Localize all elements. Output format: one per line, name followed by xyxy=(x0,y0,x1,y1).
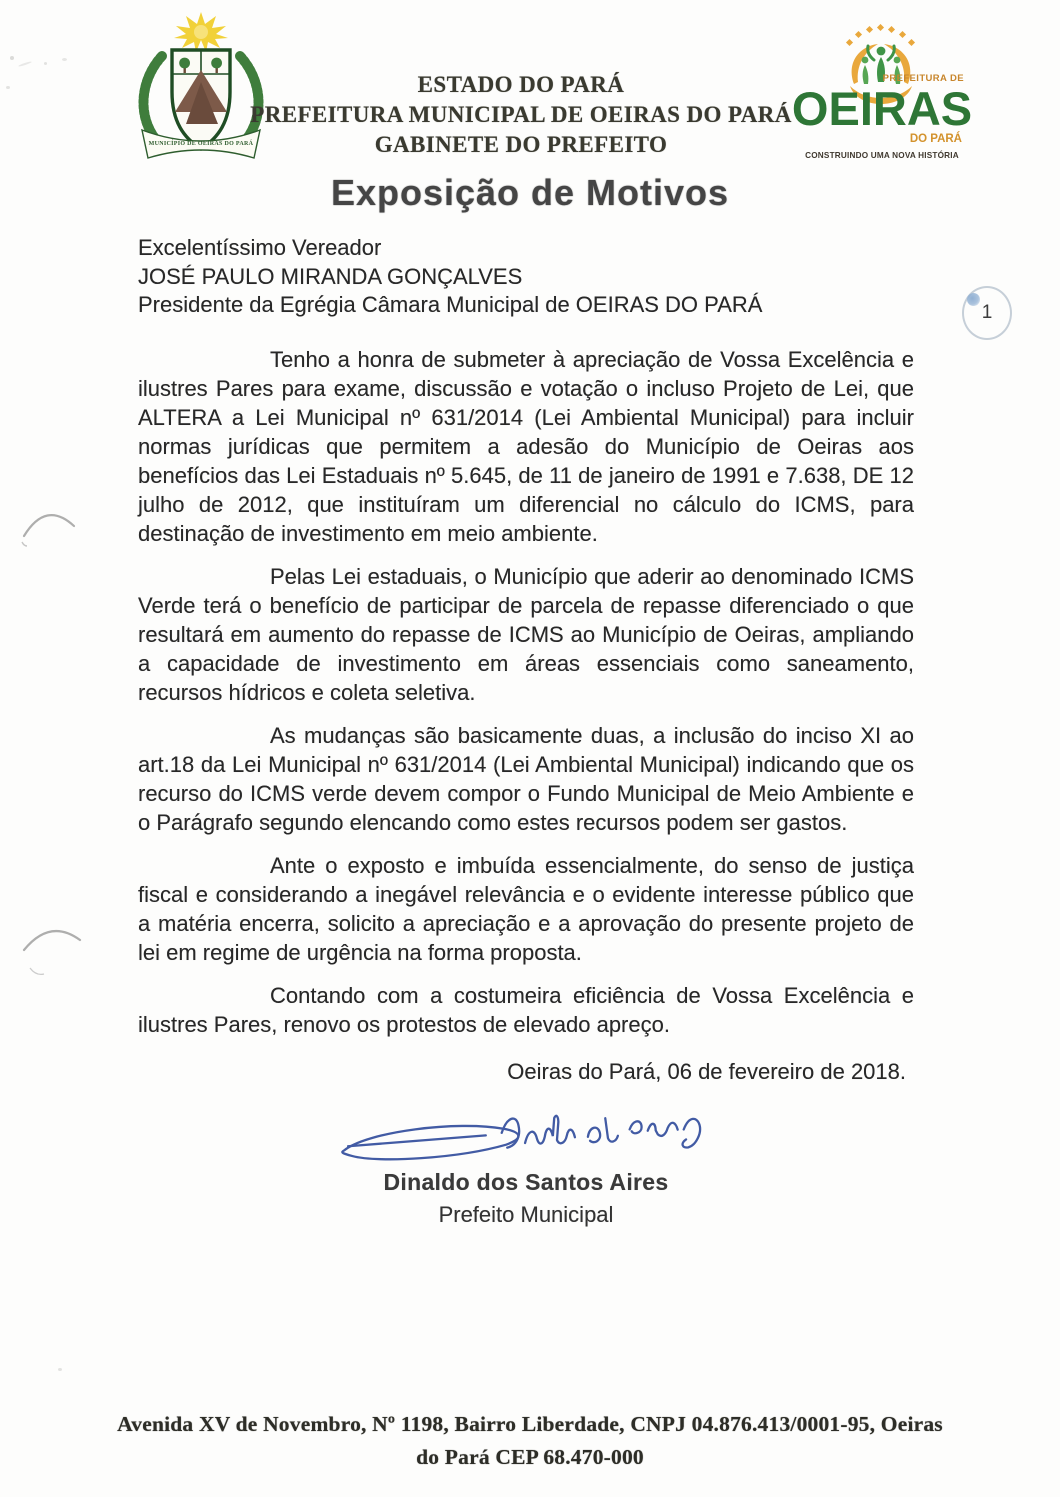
crest-caption: MUNICÍPIO DE OEIRAS DO PARÁ xyxy=(148,141,254,147)
letterhead-municipality: PREFEITURA MUNICIPAL DE OEIRAS DO PARÁ xyxy=(250,102,792,127)
scan-speck xyxy=(62,58,67,61)
page-number-stamp xyxy=(962,286,1012,340)
page-number: 1 xyxy=(981,302,993,323)
recipient-name: JOSÉ PAULO MIRANDA GONÇALVES xyxy=(138,263,523,289)
letterhead-state: ESTADO DO PARÁ xyxy=(417,72,625,97)
stars-icon xyxy=(846,24,915,46)
scan-speck xyxy=(58,1368,62,1371)
shield-icon xyxy=(172,50,230,149)
letterhead xyxy=(238,70,804,160)
paragraph: Contando com a costumeira eficiência de Vossa Excelência e ilustres Pares, renovo os protestos de elevado apreço. xyxy=(138,982,914,1037)
city-brand-logo xyxy=(792,24,972,170)
page-title: Exposição de Motivos xyxy=(330,172,730,213)
signatory-name: Dinaldo dos Santos Aires xyxy=(383,1168,669,1195)
scan-speck xyxy=(18,61,32,67)
paragraph: Ante o exposto e imbuída essencialmente, do senso de justiça fiscal e considerando a inegável relevância e o evidente interesse público que a matéria encerra, solicito a apreciação e a aprovação do presente projeto de lei em regime de urgência na forma proposta. xyxy=(138,852,914,965)
footer-line-1: Avenida XV de Novembro, Nº 1198, Bairro Liberdade, CNPJ 04.876.413/0001-95, Oeiras xyxy=(117,1412,943,1436)
paragraph: Pelas Lei estaduais, o Município que aderir ao denominado ICMS Verde terá o benefício de participar de parcela de repasse diferenciado o que resultará em aumento do repasse de ICMS ao Município de Oeiras, ampliando a capacidade de investimento em áreas essenciais como saneamento, recursos hídricos e coleta seletiva. xyxy=(138,563,914,705)
logo-oeiras: OEIRAS xyxy=(792,82,972,135)
logo-do-para: DO PARÁ xyxy=(909,133,962,145)
pen-mark-arc xyxy=(14,490,86,556)
scan-speck xyxy=(44,62,47,65)
logo-prefeitura-de: PREFEITURA DE xyxy=(882,73,964,84)
scan-speck xyxy=(6,86,10,89)
recipient-role: Presidente da Egrégia Câmara Municipal de OEIRAS DO PARÁ xyxy=(138,292,763,317)
sun-icon xyxy=(174,12,228,52)
logo-tagline: CONSTRUINDO UMA NOVA HISTÓRIA xyxy=(805,151,959,160)
footer-address xyxy=(0,1408,1060,1474)
footer-line-2: do Pará CEP 68.470-000 xyxy=(416,1445,644,1469)
letter-content xyxy=(138,234,914,1229)
paragraph: As mudanças são basicamente duas, a inclusão do inciso XI ao art.18 da Lei Municipal nº 631/2014 (Lei Ambiental Municipal) indicando que os recurso do ICMS verde devem compor o Fundo Municipal de Meio Ambiente e o Parágrafo segundo elencando como estes recursos podem ser gastos. xyxy=(138,722,914,835)
ink-dot xyxy=(967,293,980,306)
body-paragraphs xyxy=(138,345,914,1039)
letterhead-office: GABINETE DO PREFEITO xyxy=(374,132,668,157)
dateline: Oeiras do Pará, 06 de fevereiro de 2018. xyxy=(507,1058,906,1084)
scan-speck xyxy=(10,56,14,60)
signatory-role: Prefeito Municipal xyxy=(438,1201,614,1227)
pen-mark-arc xyxy=(16,912,92,982)
recipient-salutation: Excelentíssimo Vereador xyxy=(138,235,382,260)
signature-block xyxy=(138,1108,914,1229)
signature-handwriting xyxy=(335,1101,717,1180)
recipient-block xyxy=(138,234,914,320)
paragraph: Tenho a honra de submeter à apreciação de Vossa Excelência e ilustres Pares para exame, discussão e votação o incluso Projeto de Lei, que ALTERA a Lei Municipal nº 631/2014 (Lei Ambiental Municipal) para incluir normas jurídicas que permitem a adesão do Município de Oeiras aos benefícios das Lei Estaduais nº 5.645, de 11 de janeiro de 1991 e 7.638, DE 12 julho de 2012, que instituíram um diferencial no cálculo do ICMS, para destinação de investimento em meio ambiente. xyxy=(138,346,914,546)
